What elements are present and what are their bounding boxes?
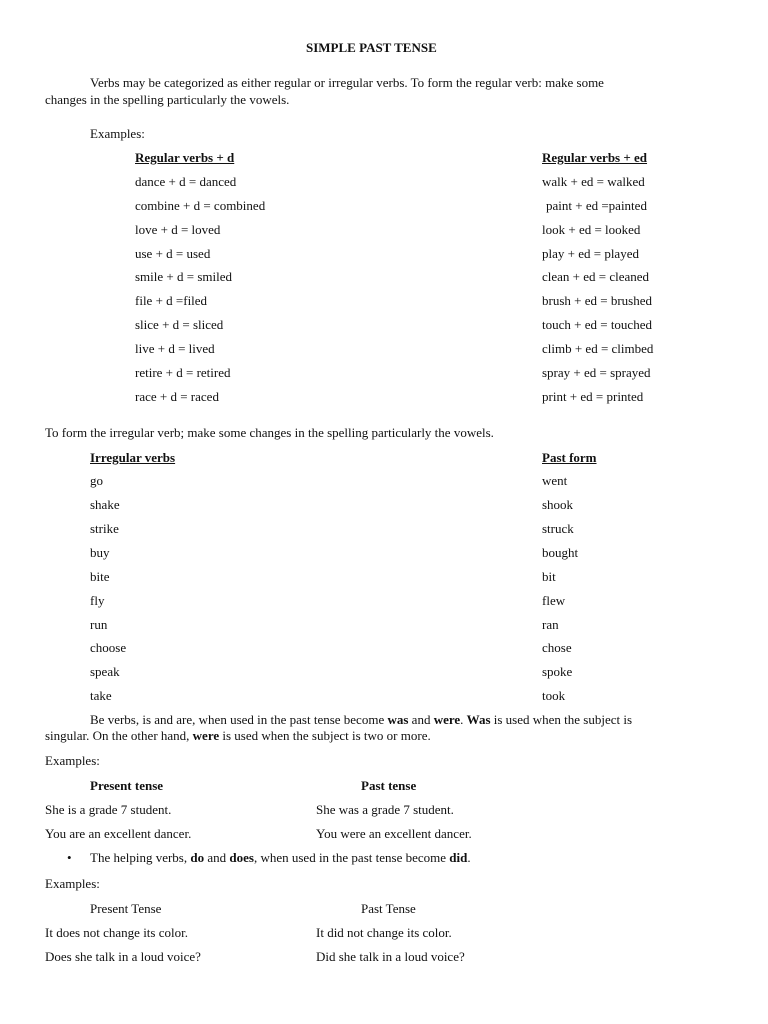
past-form: shook (542, 497, 574, 512)
past-form: bit (542, 569, 556, 584)
irregular-verb: fly (90, 593, 105, 608)
regular-d-row: use + d = used (135, 246, 211, 261)
irregular-verbs-header: Irregular verbs (90, 450, 176, 465)
be-verbs-text: and (408, 712, 434, 727)
irregular-verb: shake (90, 497, 120, 512)
helping-verbs-line (90, 850, 471, 866)
be-verbs-text: is used when the subject is (490, 712, 633, 727)
intro-line-2: changes in the spelling particularly the vowels. (45, 92, 290, 107)
was-bold: Was (466, 712, 491, 727)
present-example: It does not change its color. (45, 925, 188, 940)
irregular-verb: speak (90, 664, 120, 679)
past-form-header: Past form (542, 450, 597, 465)
past-example: It did not change its color. (316, 925, 452, 940)
past-form: ran (542, 617, 559, 632)
regular-d-row: retire + d = retired (135, 365, 231, 380)
present-tense-header: Present tense (90, 778, 164, 793)
past-form: took (542, 688, 566, 703)
be-verbs-line-2 (45, 728, 431, 744)
regular-ed-row: paint + ed =painted (546, 198, 647, 213)
was-bold: was (387, 712, 409, 727)
irregular-verb: strike (90, 521, 119, 536)
regular-ed-row: climb + ed = climbed (542, 341, 654, 356)
did-bold: did (449, 850, 468, 865)
were-bold: were (433, 712, 461, 727)
present-example: You are an excellent dancer. (45, 826, 192, 841)
regular-d-row: combine + d = combined (135, 198, 266, 213)
irregular-verb: run (90, 617, 108, 632)
bullet-icon: • (67, 850, 72, 865)
intro-line-1: Verbs may be categorized as either regular or irregular verbs. To form the regular verb: make some (90, 75, 604, 90)
regular-d-row: love + d = loved (135, 222, 221, 237)
regular-ed-row: brush + ed = brushed (542, 293, 652, 308)
regular-d-header: Regular verbs + d (135, 150, 235, 165)
irregular-intro: To form the irregular verb; make some changes in the spelling particularly the vowels. (45, 425, 494, 440)
regular-ed-header: Regular verbs + ed (542, 150, 648, 165)
regular-d-row: dance + d = danced (135, 174, 237, 189)
regular-ed-row: clean + ed = cleaned (542, 269, 650, 284)
irregular-verb: choose (90, 640, 127, 655)
helping-text: . (467, 850, 471, 865)
past-example: You were an excellent dancer. (316, 826, 472, 841)
irregular-verb: go (90, 473, 103, 488)
past-tense-header: Past Tense (361, 901, 416, 916)
examples-label: Examples: (45, 876, 100, 891)
regular-ed-row: walk + ed = walked (542, 174, 645, 189)
past-form: struck (542, 521, 574, 536)
helping-text: The helping verbs, (90, 850, 191, 865)
past-example: She was a grade 7 student. (316, 802, 454, 817)
helping-text: , when used in the past tense become (253, 850, 450, 865)
regular-ed-row: look + ed = looked (542, 222, 641, 237)
present-tense-header: Present Tense (90, 901, 162, 916)
be-verbs-text: singular. On the other hand, (45, 728, 193, 743)
regular-ed-row: play + ed = played (542, 246, 639, 261)
regular-ed-row: spray + ed = sprayed (542, 365, 651, 380)
past-tense-header: Past tense (361, 778, 417, 793)
past-form: bought (542, 545, 579, 560)
examples-label: Examples: (90, 126, 145, 141)
examples-label: Examples: (45, 753, 100, 768)
helping-text: and (204, 850, 230, 865)
past-form: flew (542, 593, 566, 608)
page-title: SIMPLE PAST TENSE (306, 40, 437, 55)
do-bold: do (190, 850, 205, 865)
past-form: went (542, 473, 568, 488)
past-example: Did she talk in a loud voice? (316, 949, 465, 964)
regular-d-row: slice + d = sliced (135, 317, 224, 332)
be-verbs-text: Be verbs, is and are, when used in the past tense become (90, 712, 388, 727)
be-verbs-line-1 (90, 712, 632, 728)
past-form: spoke (542, 664, 573, 679)
regular-d-row: smile + d = smiled (135, 269, 232, 284)
present-example: She is a grade 7 student. (45, 802, 172, 817)
present-example: Does she talk in a loud voice? (45, 949, 201, 964)
does-bold: does (229, 850, 254, 865)
irregular-verb: bite (90, 569, 110, 584)
past-form: chose (542, 640, 572, 655)
regular-d-row: file + d =filed (135, 293, 208, 308)
irregular-verb: take (90, 688, 112, 703)
regular-d-row: live + d = lived (135, 341, 215, 356)
be-verbs-text: is used when the subject is two or more. (219, 728, 431, 743)
be-verbs-text: . (460, 712, 467, 727)
regular-ed-row: touch + ed = touched (542, 317, 652, 332)
irregular-verb: buy (90, 545, 110, 560)
were-bold: were (192, 728, 220, 743)
regular-d-row: race + d = raced (135, 389, 219, 404)
regular-ed-row: print + ed = printed (542, 389, 644, 404)
